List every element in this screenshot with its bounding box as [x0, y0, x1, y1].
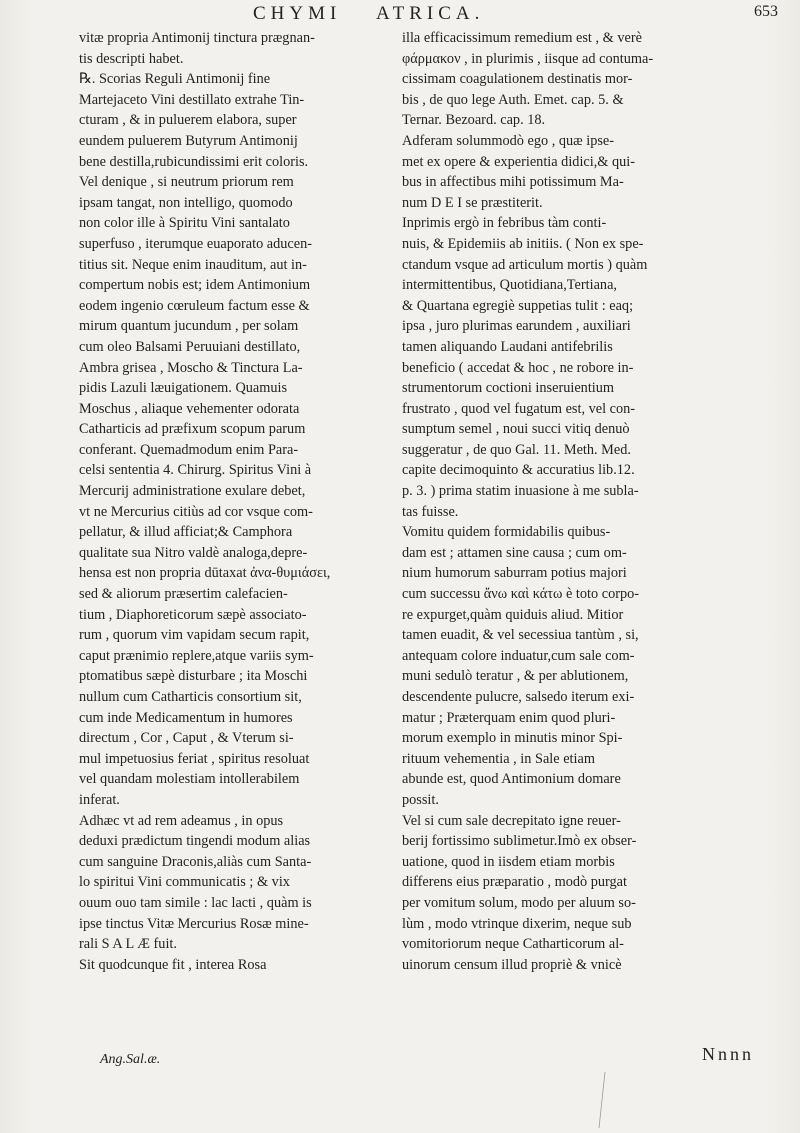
text-line: differens eius præparatio , modò purgat	[402, 874, 627, 891]
text-line: ouum ouo tam simile : lac lacti , quàm is	[79, 894, 312, 911]
text-line: inferat.	[79, 791, 120, 808]
text-line: tas fuisse.	[402, 503, 459, 520]
text-line: Moschus , aliaque vehementer odorata	[79, 400, 300, 417]
text-line: qualitate sua Nitro valdè analoga,depre-	[79, 544, 308, 561]
text-line: Martejaceto Vini destillato extrahe Tin-	[79, 91, 305, 108]
text-line: sed & aliorum præsertim calefacien-	[79, 586, 288, 603]
text-line: re expurget,quàm quiduis aliud. Mitior	[402, 606, 624, 623]
text-line: bis , de quo lege Auth. Emet. cap. 5. &	[402, 91, 624, 108]
text-line: celsi sententia 4. Chirurg. Spiritus Vini à	[79, 462, 312, 479]
text-line: φάρμακον , in plurimis , iisque ad contuma-	[402, 50, 654, 67]
text-line: intermittentibus, Quotidiana,Tertiana,	[402, 277, 617, 294]
text-line: vomitoriorum neque Catharticorum al-	[402, 936, 624, 953]
text-line: & Quartana egregiè suppetias tulit : eaq;	[402, 297, 634, 314]
text-line: ipse tinctus Vitæ Mercurius Rosæ mine-	[79, 915, 309, 932]
text-line: deduxi prædictum tingendi modum alias	[79, 833, 311, 850]
text-line: Mercurij administratione exulare debet,	[79, 483, 306, 500]
text-line: hensa est non propria dūtaxat ἀνα-θυμιάσει,	[79, 565, 331, 582]
text-line: morum exemplo in minutis minor Spi-	[402, 730, 623, 747]
text-line: caput prænimio replere,atque variis sym-	[79, 647, 314, 664]
text-line: eundem puluerem Butyrum Antimonij	[79, 132, 298, 149]
text-line: Catharticis ad præfixum scopum parum	[79, 421, 306, 438]
text-line: ctandum vsque ad articulum mortis ) quàm	[402, 256, 648, 273]
text-line: per vomitum solum, modo per aluum so-	[402, 894, 636, 911]
running-head-left: CHYMI	[253, 3, 342, 24]
text-line: possit.	[402, 791, 439, 808]
text-line: Inprimis ergò in febribus tàm conti-	[402, 215, 607, 232]
text-line: tium , Diaphoreticorum sæpè associato-	[79, 606, 307, 623]
text-line: ipsa , juro plurimas earundem , auxiliari	[402, 318, 631, 335]
left-text-column	[79, 28, 361, 975]
text-line: tamen euadit, & vel secessiua tantùm , si,	[402, 627, 639, 644]
text-line: num D E I se præstiterit.	[402, 194, 543, 211]
text-line: tamen aliquando Laudani antifebrilis	[402, 338, 613, 355]
text-line: ptomatibus sæpè disturbare ; ita Moschi	[79, 668, 308, 685]
text-line: pidis Lazuli læuigationem. Quamuis	[79, 380, 288, 397]
page-number: 653	[754, 3, 778, 20]
text-line: Vomitu quidem formidabilis quibus-	[402, 524, 611, 541]
catchword: Ang.Sal.æ.	[100, 1052, 161, 1067]
text-line: mul impetuosius feriat , spiritus resoluat	[79, 750, 310, 767]
right-text-column	[402, 28, 777, 975]
text-line: Vel denique , si neutrum priorum rem	[79, 174, 294, 191]
text-line: cissimam coagulationem destinatis mor-	[402, 71, 633, 88]
text-line: ipsam tangat, non intelligo, quomodo	[79, 194, 293, 211]
text-line: cum sanguine Draconis,aliàs cum Santa-	[79, 853, 312, 870]
text-line: bene destilla,rubicundissimi erit coloris.	[79, 153, 309, 170]
text-line: rali S A L Æ fuit.	[79, 936, 177, 953]
text-line: lo spiritui Vini communicatis ; & vix	[79, 874, 290, 891]
text-line: Ambra grisea , Moscho & Tinctura La-	[79, 359, 303, 376]
signature-mark: Nnnn	[702, 1044, 754, 1064]
text-line: antequam colore induatur,cum sale com-	[402, 647, 635, 664]
text-line: pellatur, & illud afficiat;& Camphora	[79, 524, 293, 541]
text-line: berij fortissimo sublimetur.Imò ex obser-	[402, 833, 637, 850]
text-line: vitæ propria Antimonij tinctura prægnan-	[79, 30, 315, 46]
text-line: cum oleo Balsami Peruuiani destillato,	[79, 338, 301, 355]
text-line: tis descripti habet.	[79, 50, 184, 67]
text-line: nullum cum Catharticis consortium sit,	[79, 689, 302, 705]
text-line: suggeratur , de quo Gal. 11. Meth. Med.	[402, 441, 631, 458]
text-line: directum , Cor , Caput , & Vterum si-	[79, 730, 294, 747]
text-line: beneficio ( accedat & hoc , ne robore in-	[402, 359, 634, 376]
text-line: capite decimoquinto & accuratius lib.12.	[402, 462, 635, 479]
text-line: titius sit. Neque enim inauditum, aut in-	[79, 256, 307, 273]
text-line: cum successu ἄνω καὶ κάτω è toto corpo-	[402, 586, 640, 603]
text-line: uatione, quod in iisdem etiam morbis	[402, 853, 615, 870]
text-line: lùm , modo vtrinque dixerim, neque sub	[402, 915, 632, 932]
text-line: vel quandam molestiam intollerabilem	[79, 771, 300, 788]
page-edge-mark	[597, 1070, 607, 1130]
text-line: met ex opere & experientia didici,& qui-	[402, 153, 636, 170]
text-line: mirum quantum jucundum , per solam	[79, 318, 299, 335]
text-line: sumptum semel , noui succi vitiq denuò	[402, 421, 630, 438]
text-line: illa efficacissimum remedium est , & verè	[402, 30, 642, 46]
text-line: cum inde Medicamentum in humores	[79, 709, 293, 726]
text-line: nium humorum saburram potius majori	[402, 565, 627, 582]
text-line: Sit quodcunque fit , interea Rosa	[79, 956, 267, 973]
text-line: Adhæc vt ad rem adeamus , in opus	[79, 812, 284, 829]
text-line: abunde est, quod Antimonium domare	[402, 771, 621, 788]
text-line: eodem ingenio cœruleum factum esse &	[79, 297, 310, 314]
text-line: strumentorum coctioni inseruientium	[402, 380, 615, 397]
text-line: Vel si cum sale decrepitato igne reuer-	[402, 812, 621, 829]
text-line: compertum nobis est; idem Antimonium	[79, 277, 311, 294]
text-line: Ternar. Bezoard. cap. 18.	[402, 112, 546, 129]
text-line: rum , quorum vim vapidam secum rapit,	[79, 627, 310, 644]
text-line: bus in affectibus mihi potissimum Ma-	[402, 174, 624, 191]
text-line: Adferam solummodò ego , quæ ipse-	[402, 132, 615, 149]
text-line: vt ne Mercurius citiùs ad cor vsque com-	[79, 503, 313, 520]
text-line: conferant. Quemadmodum enim Para-	[79, 441, 299, 458]
text-line: muni sedulò teratur , & per ablutionem,	[402, 668, 629, 685]
running-head-right: ATRICA.	[376, 3, 485, 24]
text-line: superfuso , iterumque euaporato aducen-	[79, 235, 313, 252]
running-head	[0, 0, 800, 30]
text-line: dam est ; attamen sine causa ; cum om-	[402, 544, 627, 561]
text-line: matur ; Præterquam enim quod pluri-	[402, 709, 616, 726]
text-line: ℞. Scorias Reguli Antimonij fine	[79, 71, 271, 88]
text-line: p. 3. ) prima statim inuasione à me subla-	[402, 483, 639, 500]
text-line: frustrato , quod vel fugatum est, vel con-	[402, 400, 636, 417]
text-line: nuis, & Epidemiis ab initiis. ( Non ex spe-	[402, 235, 644, 252]
text-line: rituum vehementia , in Sale etiam	[402, 750, 595, 767]
text-line: descendente pulucre, salsedo iterum exi-	[402, 689, 635, 705]
text-line: cturam , & in puluerem elabora, super	[79, 112, 297, 129]
text-line: non color ille à Spiritu Vini santalato	[79, 215, 290, 232]
text-line: uinorum censum illud propriè & vnicè	[402, 956, 622, 973]
